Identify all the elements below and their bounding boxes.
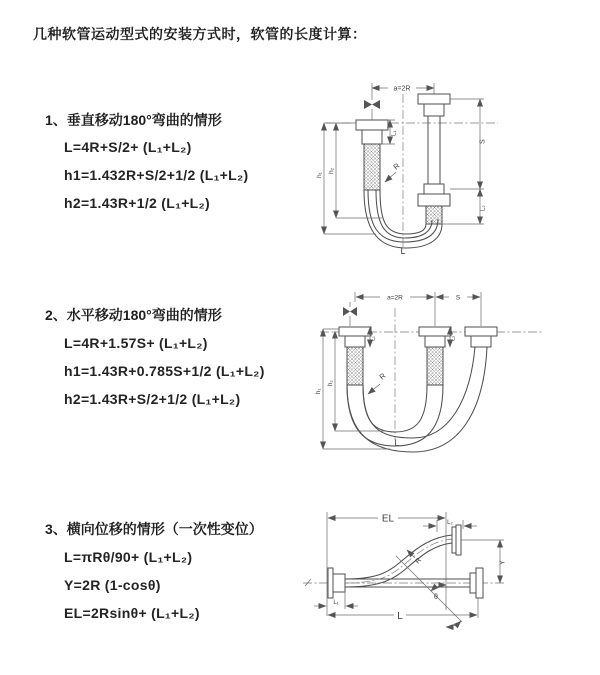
section-3-formula-L: L=πRθ/90+ (L₁+L₂) xyxy=(64,549,193,565)
section-2-heading: 2、水平移动180°弯曲的情形 xyxy=(45,307,222,323)
dim-label-h1: h₁ xyxy=(316,172,323,178)
section-1-heading: 1、垂直移动180°弯曲的情形 xyxy=(45,112,222,128)
radius-callout xyxy=(385,161,402,182)
diagram-horizontal-180-bend xyxy=(310,282,600,454)
valve-icon xyxy=(343,302,357,326)
dim-label-l1: L₁ xyxy=(333,600,339,606)
dim-s xyxy=(450,99,487,189)
right-connector xyxy=(465,327,497,347)
section-1-formula-h1: h1=1.432R+S/2+1/2 (L₁+L₂) xyxy=(64,167,249,183)
dim-label-s: S xyxy=(455,294,461,302)
dim-label-r: R xyxy=(391,161,402,172)
dim-label-l2: L₂ xyxy=(447,520,453,526)
left-connector xyxy=(339,327,371,385)
radius-line xyxy=(396,550,462,622)
left-connector xyxy=(356,120,388,190)
dim-l2 xyxy=(423,520,477,532)
section-3-formula-Y: Y=2R (1-cosθ) xyxy=(64,577,161,593)
section-2-formula-h2: h2=1.43R+S/2+1/2 (L₁+L₂) xyxy=(64,391,241,407)
dim-label-s: S xyxy=(479,139,487,144)
hose-u-bend-position-2 xyxy=(347,347,487,452)
dim-label-r: R xyxy=(414,556,423,566)
dim-a2r xyxy=(356,294,434,301)
middle-connector xyxy=(419,327,451,385)
dim-label-l: L xyxy=(394,438,400,448)
section-2-formula-L: L=4R+1.57S+ (L₁+L₂) xyxy=(64,335,208,351)
dim-y xyxy=(461,540,507,583)
section-3-heading: 3、横向位移的情形（一次性变位） xyxy=(45,521,263,537)
straight-pipe xyxy=(345,568,483,598)
right-connector xyxy=(418,94,450,224)
dim-label-l1: L₁ xyxy=(370,336,377,341)
section-2-formula-h1: h1=1.43R+0.785S+1/2 (L₁+L₂) xyxy=(64,363,265,379)
dim-label-r: R xyxy=(377,371,388,382)
upper-flange xyxy=(452,525,461,555)
dim-label-a2r: a=2R xyxy=(387,294,403,302)
dim-label-y: Y xyxy=(499,560,507,565)
dim-label-h2: h₂ xyxy=(328,380,334,386)
left-flange xyxy=(328,568,345,598)
dim-label-a2r: a=2R xyxy=(393,85,411,93)
page-title: 几种软管运动型式的安装方式时，软管的长度计算： xyxy=(33,26,367,42)
dim-s xyxy=(436,294,480,301)
diagram-lateral-displacement xyxy=(300,498,600,643)
diagram-vertical-180-bend xyxy=(312,78,550,256)
valve-icon xyxy=(364,92,380,120)
section-1-formula-L: L=4R+S/2+ (L₁+L₂) xyxy=(64,139,192,155)
centerlines xyxy=(326,94,498,250)
dim-label-el: EL xyxy=(381,513,395,525)
section-1-formula-h2: h2=1.43R+1/2 (L₁+L₂) xyxy=(64,195,211,211)
dim-label-l: L xyxy=(397,611,403,622)
dim-label-l2: L₂ xyxy=(450,335,457,341)
dim-label-l: L xyxy=(400,246,406,256)
dim-label-l2: L₂ xyxy=(480,205,487,211)
section-3-formula-EL: EL=2Rsinθ+ (L₁+L₂) xyxy=(64,605,200,621)
dim-a2r xyxy=(372,83,434,94)
dim-label-l1: L₁ xyxy=(391,130,398,136)
radius-callout xyxy=(368,371,388,394)
dim-label-h2: h₂ xyxy=(328,167,335,174)
dim-label-theta: θ xyxy=(434,594,438,601)
dim-l xyxy=(328,598,478,622)
dim-label-h1: h₁ xyxy=(316,388,322,394)
dim-l1 xyxy=(314,591,358,609)
